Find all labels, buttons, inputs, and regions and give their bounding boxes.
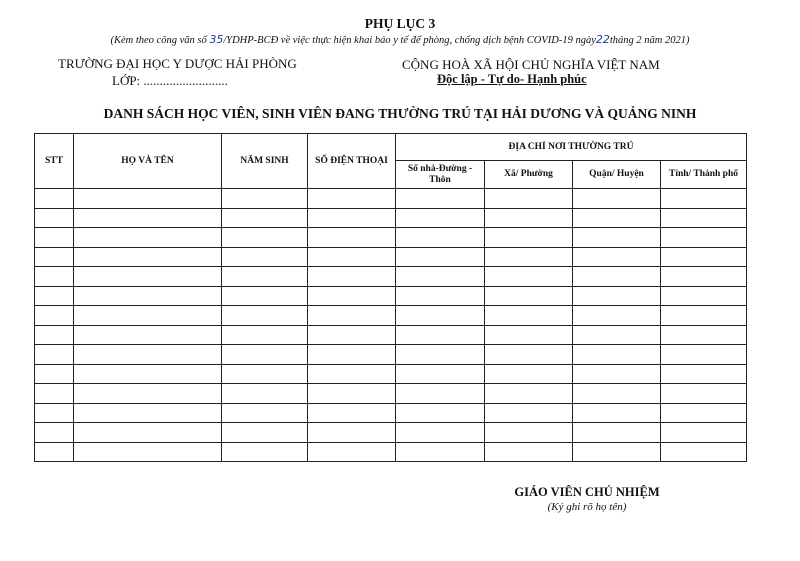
cell-ward xyxy=(485,384,573,404)
cell-phone xyxy=(308,286,396,306)
cell-full-name xyxy=(74,306,222,326)
cell-stt xyxy=(35,403,74,423)
cell-district xyxy=(573,442,661,462)
cell-province xyxy=(661,306,747,326)
cell-full-name xyxy=(74,403,222,423)
cell-stt xyxy=(35,423,74,443)
note-prefix: (Kèm theo công văn số xyxy=(110,35,210,46)
cell-house-street xyxy=(396,325,485,345)
cell-stt xyxy=(35,364,74,384)
cell-stt xyxy=(35,208,74,228)
table-row xyxy=(35,286,747,306)
cell-full-name xyxy=(74,325,222,345)
table-row xyxy=(35,208,747,228)
cell-birth-year xyxy=(222,208,308,228)
cell-ward xyxy=(485,364,573,384)
table-row xyxy=(35,384,747,404)
cell-province xyxy=(661,286,747,306)
table-row xyxy=(35,403,747,423)
cell-birth-year xyxy=(222,228,308,248)
cell-phone xyxy=(308,325,396,345)
header-address-group: ĐỊA CHỈ NƠI THƯỜNG TRÚ xyxy=(396,134,747,161)
table-row xyxy=(35,247,747,267)
cell-birth-year xyxy=(222,384,308,404)
cell-district xyxy=(573,345,661,365)
note-suffix: tháng 2 năm 2021) xyxy=(609,35,690,46)
cell-ward xyxy=(485,286,573,306)
cell-house-street xyxy=(396,208,485,228)
cell-house-street xyxy=(396,364,485,384)
cell-stt xyxy=(35,345,74,365)
homeroom-teacher-label: GIÁO VIÊN CHỦ NHIỆM xyxy=(514,485,660,499)
cell-full-name xyxy=(74,286,222,306)
table-row xyxy=(35,423,747,443)
cell-house-street xyxy=(396,442,485,462)
cell-district xyxy=(573,325,661,345)
cell-phone xyxy=(308,306,396,326)
cell-province xyxy=(661,442,747,462)
cell-ward xyxy=(485,423,573,443)
handwritten-doc-day: 22 xyxy=(595,33,610,46)
cell-phone xyxy=(308,208,396,228)
cell-province xyxy=(661,267,747,287)
cell-district xyxy=(573,286,661,306)
cell-full-name xyxy=(74,228,222,248)
header-province: Tỉnh/ Thành phố xyxy=(661,161,747,189)
cell-full-name xyxy=(74,442,222,462)
cell-house-street xyxy=(396,403,485,423)
table-row xyxy=(35,189,747,209)
cell-birth-year xyxy=(222,442,308,462)
cell-birth-year xyxy=(222,247,308,267)
cell-birth-year xyxy=(222,306,308,326)
cell-province xyxy=(661,228,747,248)
cell-birth-year xyxy=(222,403,308,423)
cell-phone xyxy=(308,364,396,384)
cell-house-street xyxy=(396,345,485,365)
cell-province xyxy=(661,189,747,209)
cell-district xyxy=(573,423,661,443)
cell-province xyxy=(661,325,747,345)
cell-province xyxy=(661,423,747,443)
cell-phone xyxy=(308,189,396,209)
cell-province xyxy=(661,247,747,267)
republic-name: CỘNG HOÀ XÃ HỘI CHỦ NGHĨA VIỆT NAM xyxy=(402,57,660,72)
table-row xyxy=(35,325,747,345)
header-birth-year: NĂM SINH xyxy=(222,134,308,189)
table-row xyxy=(35,306,747,326)
cell-house-street xyxy=(396,228,485,248)
note-middle: /YDHP-BCĐ về việc thực hiện khai báo y tế để phòng, chống dịch bệnh COVID-19 ngày xyxy=(223,35,596,46)
cell-house-street xyxy=(396,267,485,287)
class-line: LỚP: .......................... xyxy=(112,73,228,88)
cell-house-street xyxy=(396,423,485,443)
table-row xyxy=(35,442,747,462)
cell-stt xyxy=(35,189,74,209)
cell-birth-year xyxy=(222,286,308,306)
cell-province xyxy=(661,364,747,384)
cell-ward xyxy=(485,228,573,248)
header-house-street: Số nhà-Đường - Thôn xyxy=(396,161,485,189)
cell-house-street xyxy=(396,286,485,306)
cell-province xyxy=(661,345,747,365)
cell-district xyxy=(573,403,661,423)
cell-ward xyxy=(485,189,573,209)
cell-house-street xyxy=(396,306,485,326)
cell-full-name xyxy=(74,247,222,267)
cell-ward xyxy=(485,442,573,462)
cell-phone xyxy=(308,228,396,248)
cell-birth-year xyxy=(222,267,308,287)
cell-ward xyxy=(485,403,573,423)
table-row xyxy=(35,364,747,384)
cell-house-street xyxy=(396,384,485,404)
cell-phone xyxy=(308,345,396,365)
cell-ward xyxy=(485,306,573,326)
cell-house-street xyxy=(396,247,485,267)
cell-full-name xyxy=(74,189,222,209)
cell-stt xyxy=(35,267,74,287)
cell-province xyxy=(661,403,747,423)
cell-stt xyxy=(35,228,74,248)
cell-ward xyxy=(485,247,573,267)
school-name: TRƯỜNG ĐẠI HỌC Y DƯỢC HẢI PHÒNG xyxy=(58,56,297,71)
cell-birth-year xyxy=(222,325,308,345)
cell-ward xyxy=(485,325,573,345)
cell-district xyxy=(573,208,661,228)
cell-birth-year xyxy=(222,189,308,209)
appendix-title: PHỤ LỤC 3 xyxy=(364,16,436,31)
cell-ward xyxy=(485,345,573,365)
table-row xyxy=(35,228,747,248)
table-row xyxy=(35,345,747,365)
cell-stt xyxy=(35,306,74,326)
cell-house-street xyxy=(396,189,485,209)
header-district: Quận/ Huyện xyxy=(573,161,661,189)
cell-full-name xyxy=(74,423,222,443)
cell-full-name xyxy=(74,208,222,228)
cell-province xyxy=(661,384,747,404)
cell-stt xyxy=(35,247,74,267)
cell-birth-year xyxy=(222,364,308,384)
cell-phone xyxy=(308,442,396,462)
cell-full-name xyxy=(74,345,222,365)
national-motto: Độc lập - Tự do- Hạnh phúc xyxy=(437,72,587,86)
roster-body xyxy=(35,189,747,462)
cell-phone xyxy=(308,267,396,287)
cell-stt xyxy=(35,286,74,306)
cell-ward xyxy=(485,208,573,228)
cell-stt xyxy=(35,325,74,345)
cell-district xyxy=(573,364,661,384)
cell-full-name xyxy=(74,384,222,404)
cell-district xyxy=(573,189,661,209)
cell-birth-year xyxy=(222,345,308,365)
cell-phone xyxy=(308,403,396,423)
cell-phone xyxy=(308,247,396,267)
cell-stt xyxy=(35,442,74,462)
table-row xyxy=(35,267,747,287)
appendix-note xyxy=(0,33,800,46)
header-ward: Xã/ Phường xyxy=(485,161,573,189)
cell-district xyxy=(573,228,661,248)
student-roster-table xyxy=(34,133,747,462)
cell-full-name xyxy=(74,267,222,287)
cell-birth-year xyxy=(222,423,308,443)
header-full-name: HỌ VÀ TÊN xyxy=(74,134,222,189)
signature-instruction: (Ký ghi rõ họ tên) xyxy=(547,501,627,513)
list-title: DANH SÁCH HỌC VIÊN, SINH VIÊN ĐANG THƯỜNG TRÚ TẠI HẢI DƯƠNG VÀ QUẢNG NINH xyxy=(103,106,697,121)
header-phone: SỐ ĐIỆN THOẠI xyxy=(308,134,396,189)
cell-phone xyxy=(308,423,396,443)
cell-province xyxy=(661,208,747,228)
cell-stt xyxy=(35,384,74,404)
handwritten-doc-number: 35 xyxy=(209,33,224,46)
cell-district xyxy=(573,384,661,404)
cell-district xyxy=(573,267,661,287)
header-stt: STT xyxy=(35,134,74,189)
cell-full-name xyxy=(74,364,222,384)
cell-district xyxy=(573,306,661,326)
cell-district xyxy=(573,247,661,267)
cell-phone xyxy=(308,384,396,404)
cell-ward xyxy=(485,267,573,287)
